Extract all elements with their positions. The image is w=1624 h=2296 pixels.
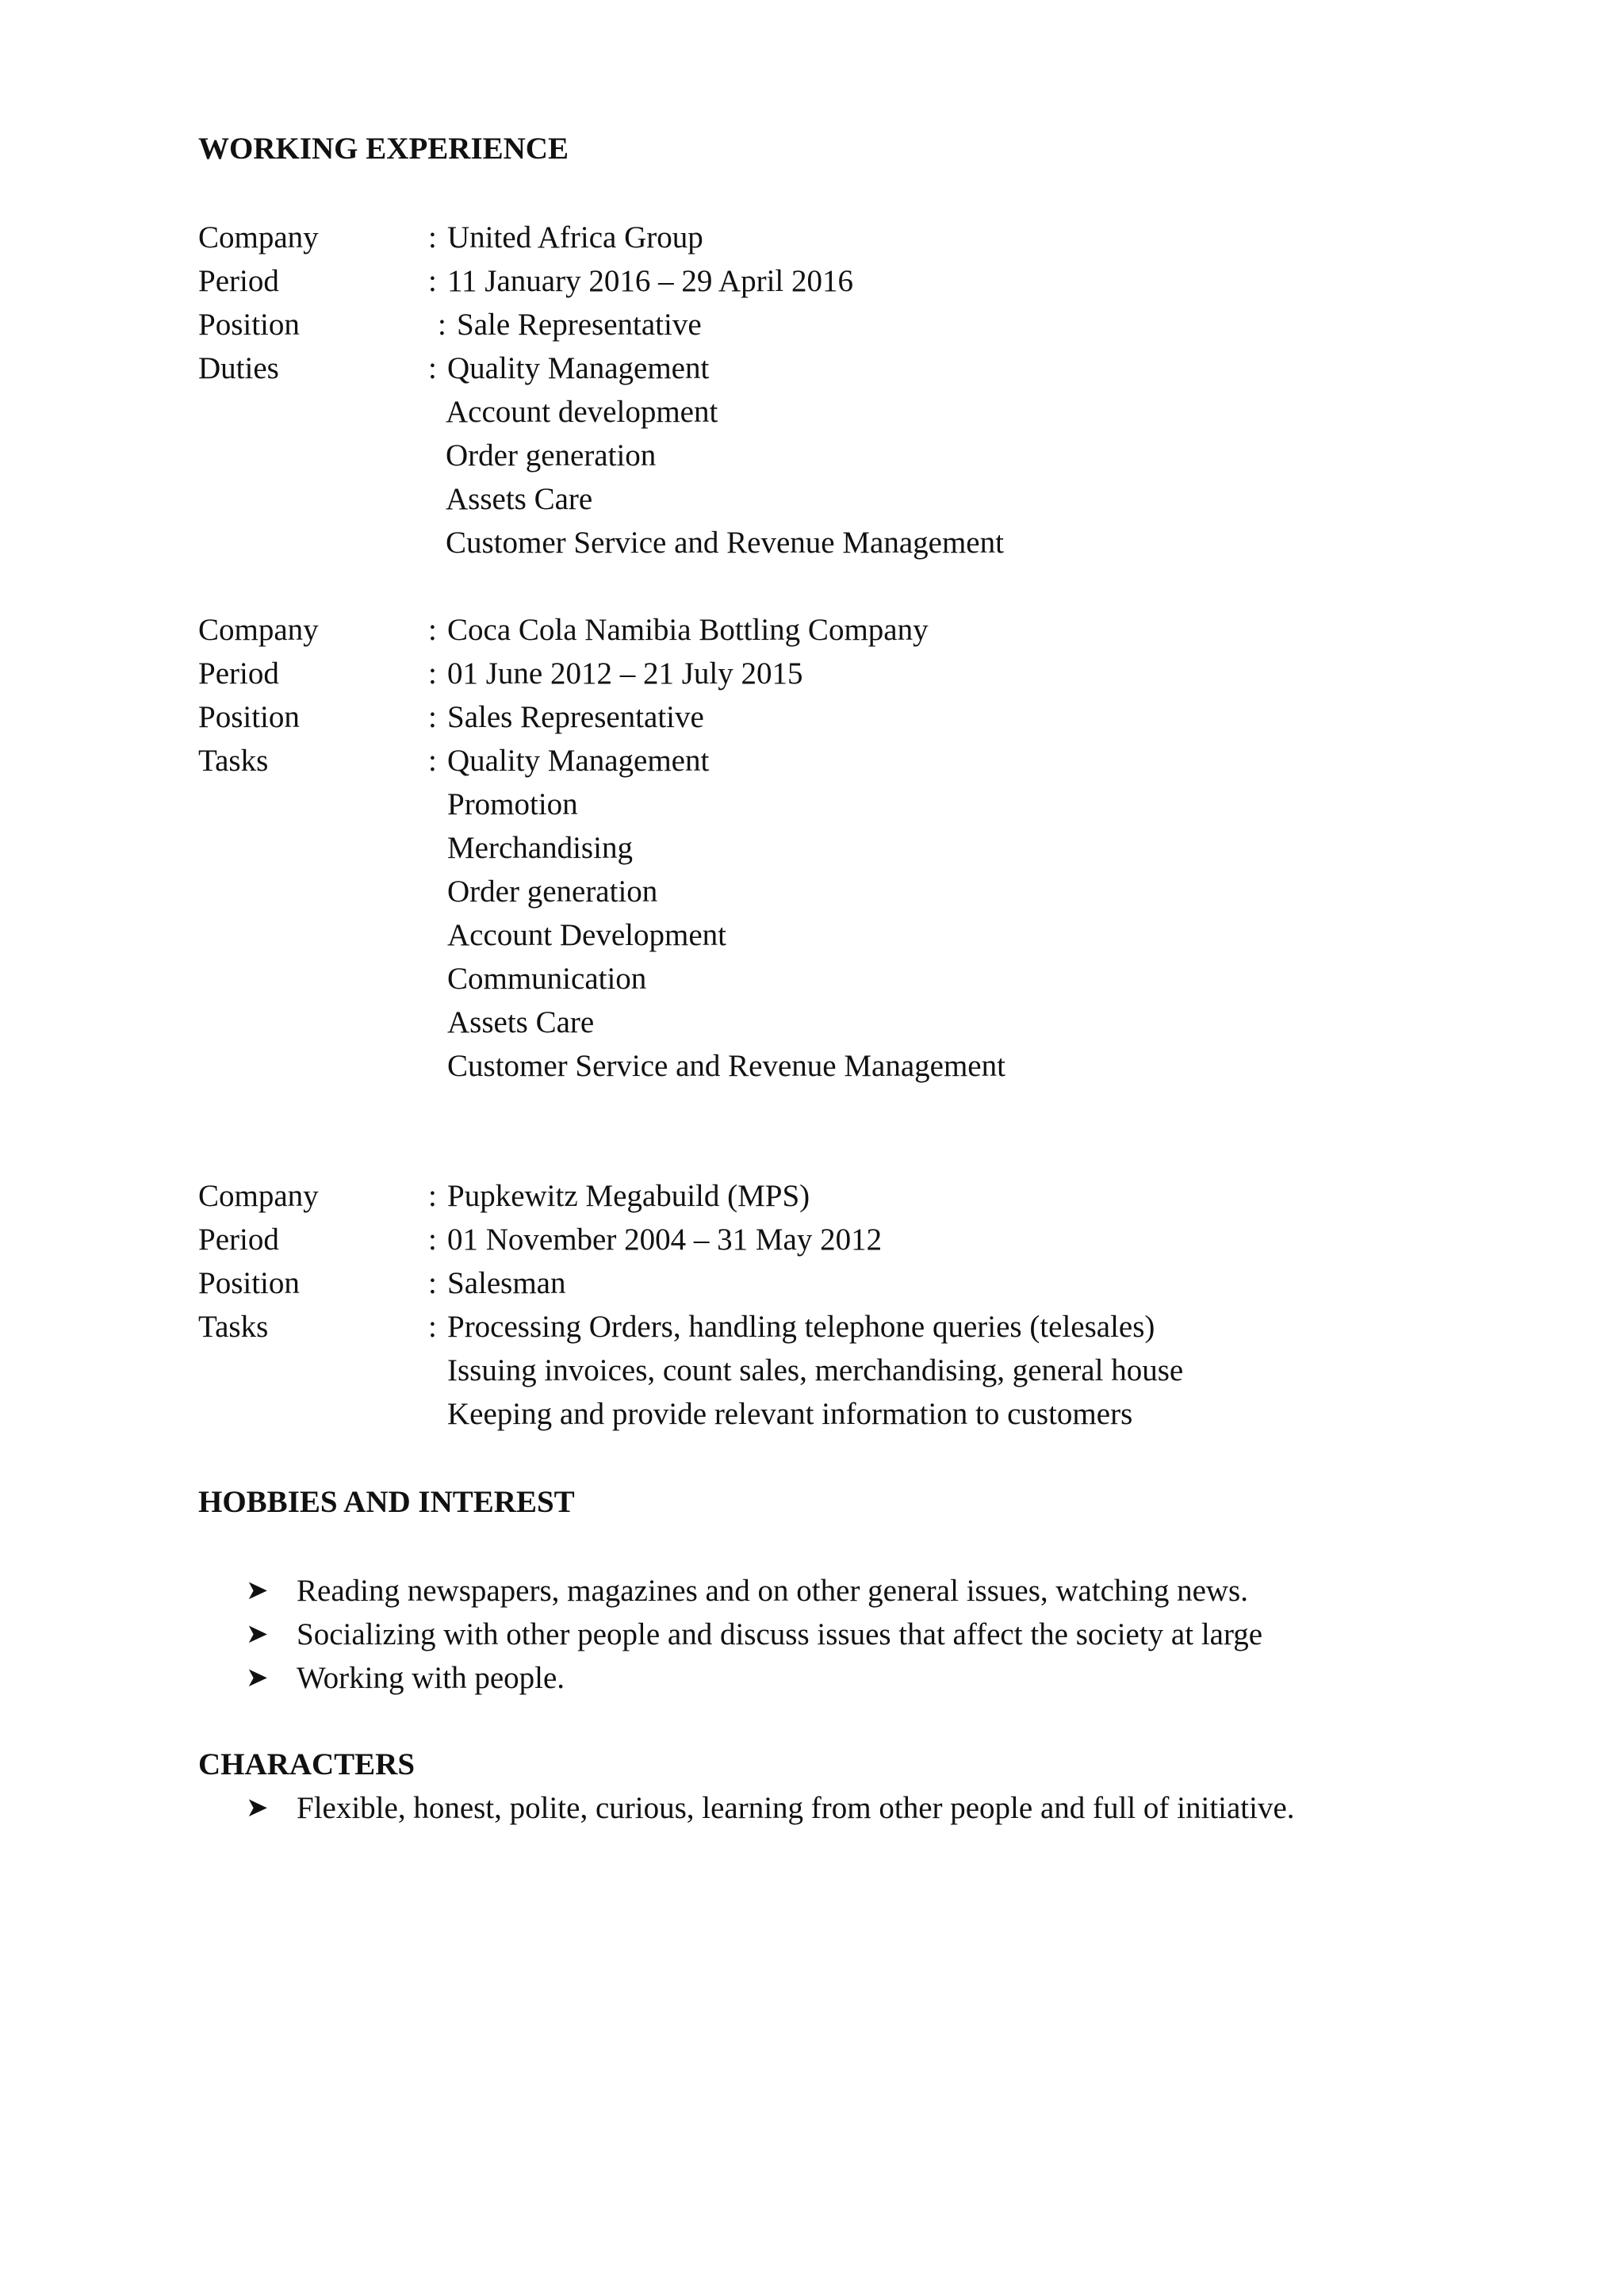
label-company: Company: [198, 220, 319, 254]
job2-task: Order generation: [447, 874, 658, 909]
arrow-bullet-icon: ➤: [246, 1620, 269, 1649]
job2-period: 01 June 2012 – 21 July 2015: [447, 656, 803, 691]
job1-period: 11 January 2016 – 29 April 2016: [447, 264, 854, 298]
character-item: Flexible, honest, polite, curious, learning from other people and full of initiative.: [297, 1791, 1295, 1825]
separator-colon: :: [428, 1223, 437, 1257]
job2-task: Customer Service and Revenue Management: [447, 1049, 1005, 1083]
job1-company: United Africa Group: [447, 220, 703, 254]
label-period: Period: [198, 656, 279, 691]
job1-position: Sale Representative: [457, 308, 702, 342]
job2-task: Communication: [447, 962, 647, 996]
section-heading-hobbies: HOBBIES AND INTEREST: [198, 1485, 575, 1519]
label-period: Period: [198, 264, 279, 298]
arrow-bullet-icon: ➤: [246, 1663, 269, 1693]
job2-company: Coca Cola Namibia Bottling Company: [447, 613, 929, 647]
job3-task: Processing Orders, handling telephone queries (telesales): [447, 1310, 1155, 1344]
hobby-item: Reading newspapers, magazines and on other general issues, watching news.: [297, 1574, 1248, 1608]
job2-task: Promotion: [447, 787, 578, 821]
job2-task: Merchandising: [447, 831, 633, 865]
section-heading-working-experience: WORKING EXPERIENCE: [198, 132, 569, 166]
separator-colon: :: [438, 308, 446, 342]
label-company: Company: [198, 1179, 319, 1213]
job3-task: Issuing invoices, count sales, merchandising, general house: [447, 1353, 1184, 1387]
separator-colon: :: [428, 744, 437, 778]
job2-task: Assets Care: [447, 1005, 595, 1039]
separator-colon: :: [428, 264, 437, 298]
label-tasks: Tasks: [198, 744, 269, 778]
arrow-bullet-icon: ➤: [246, 1793, 269, 1823]
job1-duty: Customer Service and Revenue Management: [446, 526, 1004, 560]
separator-colon: :: [428, 1310, 437, 1344]
hobby-item: Working with people.: [297, 1661, 565, 1695]
job1-duty: Account development: [446, 395, 718, 429]
separator-colon: :: [428, 351, 437, 385]
label-position: Position: [198, 1266, 300, 1300]
label-duties: Duties: [198, 351, 279, 385]
job3-task: Keeping and provide relevant information to customers: [447, 1397, 1133, 1431]
label-period: Period: [198, 1223, 279, 1257]
separator-colon: :: [428, 656, 437, 691]
separator-colon: :: [428, 1179, 437, 1213]
label-company: Company: [198, 613, 319, 647]
job3-position: Salesman: [447, 1266, 566, 1300]
separator-colon: :: [428, 220, 437, 254]
job2-task: Quality Management: [447, 744, 710, 778]
job3-period: 01 November 2004 – 31 May 2012: [447, 1223, 883, 1257]
section-heading-characters: CHARACTERS: [198, 1747, 416, 1781]
job1-duty: Order generation: [446, 438, 657, 473]
job2-task: Account Development: [447, 918, 726, 952]
label-position: Position: [198, 308, 300, 342]
job1-duty: Quality Management: [447, 351, 710, 385]
job1-duty: Assets Care: [446, 482, 593, 516]
job2-position: Sales Representative: [447, 700, 704, 734]
job3-company: Pupkewitz Megabuild (MPS): [447, 1179, 810, 1213]
hobby-item: Socializing with other people and discuss issues that affect the society at large: [297, 1617, 1263, 1651]
separator-colon: :: [428, 613, 437, 647]
separator-colon: :: [428, 700, 437, 734]
arrow-bullet-icon: ➤: [246, 1576, 269, 1605]
separator-colon: :: [428, 1266, 437, 1300]
label-tasks: Tasks: [198, 1310, 269, 1344]
label-position: Position: [198, 700, 300, 734]
